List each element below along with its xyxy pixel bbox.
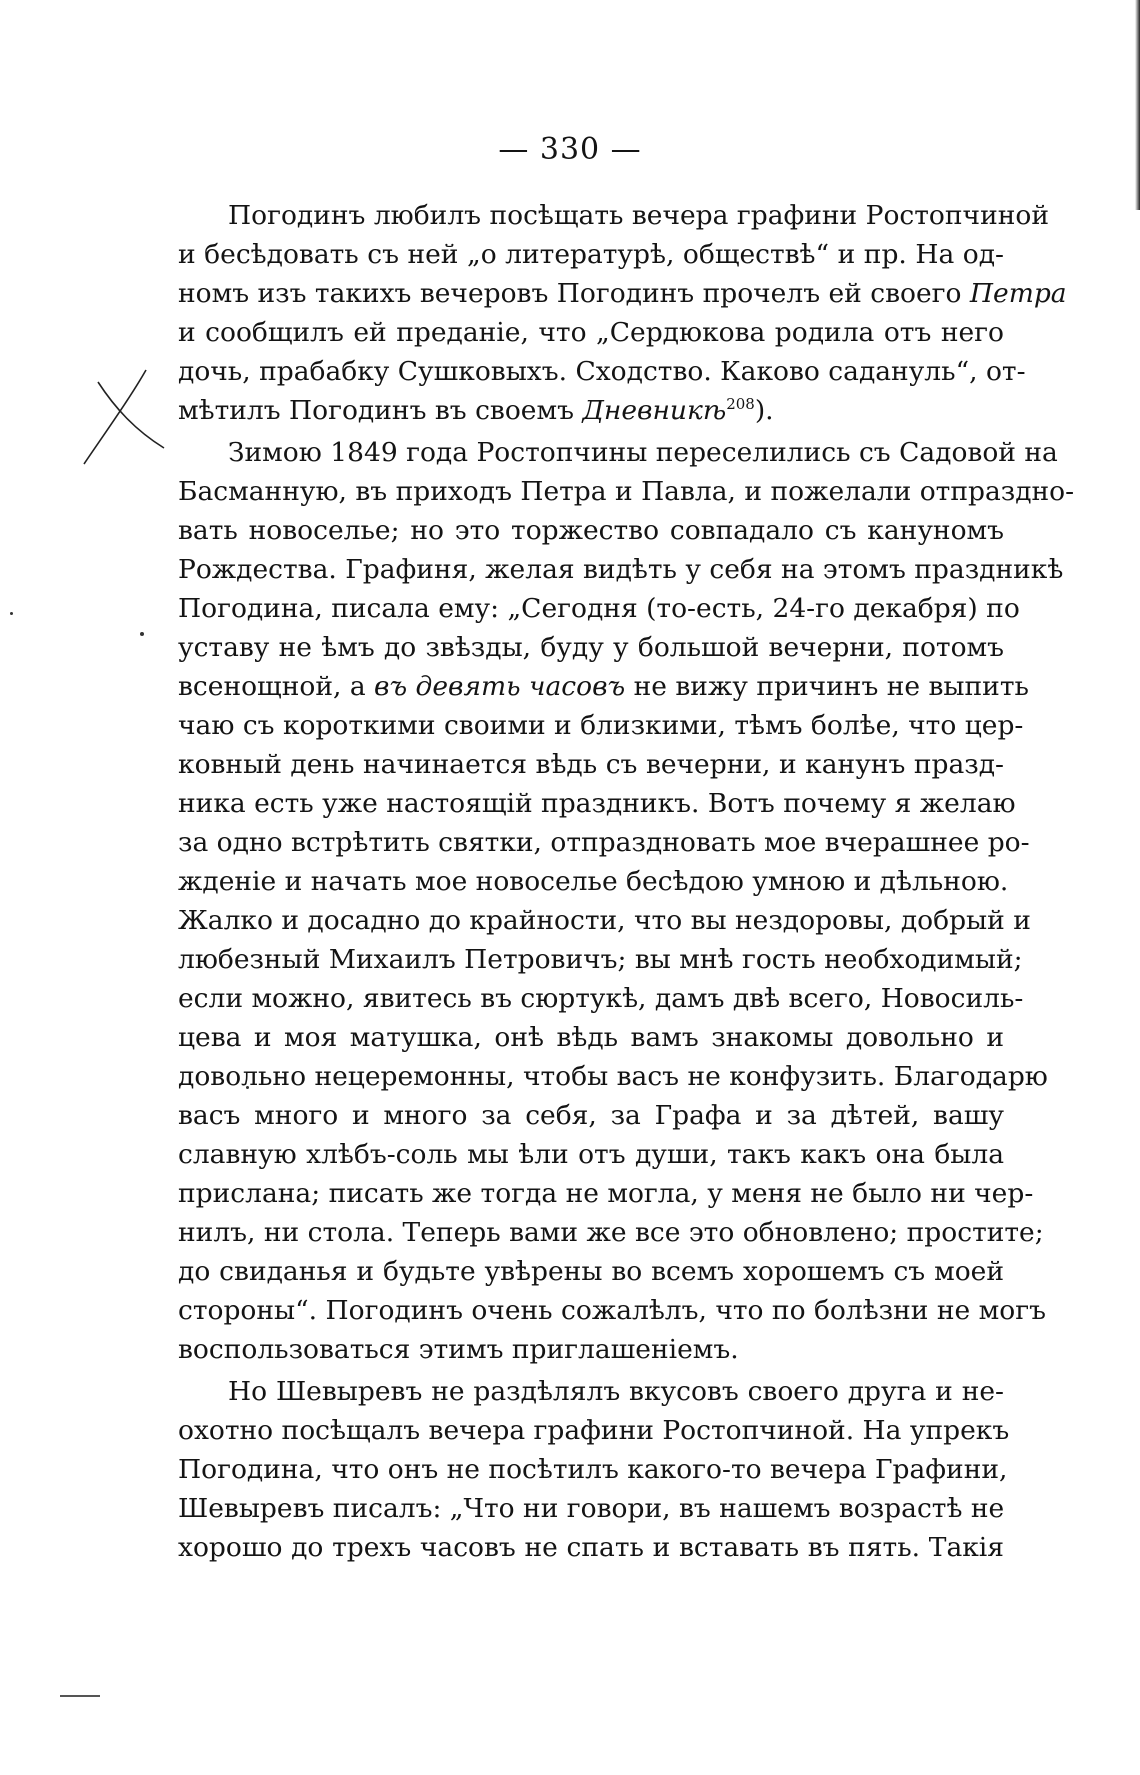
text-run: Погодина, писала ему: „Сегодня (то-есть, 24-го декабря) по bbox=[178, 593, 1020, 624]
text-line bbox=[178, 940, 1023, 979]
text-line bbox=[178, 706, 1024, 745]
text-line bbox=[178, 745, 1004, 784]
text-run: до свиданья и будьте увѣрены во всемъ хорошемъ съ моей bbox=[178, 1256, 1004, 1287]
text-line bbox=[178, 472, 1075, 511]
text-line bbox=[178, 1096, 1004, 1135]
text-run: мѣтилъ Погодинъ въ своемъ bbox=[178, 395, 583, 426]
text-line bbox=[178, 1135, 1004, 1174]
text-run: чаю съ короткими своими и близкими, тѣмъ болѣе, что цер- bbox=[178, 710, 1024, 741]
text-run: уставу не ѣмъ до звѣзды, буду у большой вечерни, потомъ bbox=[178, 632, 1004, 663]
text-line bbox=[178, 1018, 1004, 1057]
text-run: цева и моя матушка, онѣ вѣдь вамъ знакомы довольно и bbox=[178, 1022, 1004, 1053]
text-line bbox=[178, 1057, 1048, 1096]
text-run: номъ изъ такихъ вечеровъ Погодинъ прочелъ ей своего bbox=[178, 278, 970, 309]
text-run: прислана; писать же тогда не могла, у меня не было ни чер- bbox=[178, 1178, 1034, 1209]
text-line bbox=[178, 1450, 1008, 1489]
text-run: Рождества. Графиня, желая видѣть у себя на этомъ праздникѣ bbox=[178, 554, 1064, 585]
page-edge-shadow bbox=[1135, 0, 1140, 210]
text-run: Жалко и досадно до крайности, что вы нездоровы, добрый и bbox=[178, 905, 1031, 936]
text-line bbox=[178, 862, 1009, 901]
text-run: не вижу причинъ не выпить bbox=[625, 671, 1029, 702]
text-run: и бесѣдовать съ ней „о литературѣ, обществѣ“ и пр. На од- bbox=[178, 239, 1004, 270]
text-run: ). bbox=[754, 395, 774, 426]
text-line bbox=[178, 901, 1031, 940]
text-run: васъ много и много за себя, за Графа и за дѣтей, вашу bbox=[178, 1100, 1004, 1131]
text-run: Зимою 1849 года Ростопчины переселились съ Садовой на bbox=[228, 437, 1058, 468]
italic-text: въ девять часовъ bbox=[374, 671, 626, 702]
stray-dot bbox=[140, 632, 144, 636]
footnote-ref: 208 bbox=[726, 395, 755, 413]
page-number: — 330 — bbox=[498, 132, 642, 167]
text-line bbox=[178, 511, 1004, 550]
text-line bbox=[178, 628, 1004, 667]
stray-dash bbox=[60, 1695, 100, 1697]
text-line bbox=[178, 823, 1030, 862]
text-line bbox=[178, 1411, 1010, 1450]
text-run: вать новоселье; но это торжество совпадало съ кануномъ bbox=[178, 515, 1004, 546]
margin-cross-mark bbox=[80, 368, 170, 468]
text-line bbox=[178, 1291, 1046, 1330]
italic-text: Дневникѣ bbox=[582, 395, 727, 426]
text-run: воспользоваться этимъ приглашеніемъ. bbox=[178, 1334, 739, 1365]
text-line bbox=[178, 235, 1004, 274]
text-line bbox=[178, 1252, 1004, 1291]
text-line bbox=[178, 1174, 1034, 1213]
text-run: за одно встрѣтить святки, отпраздновать мое вчерашнее ро- bbox=[178, 827, 1030, 858]
text-run: дочь, прабабку Сушковыхъ. Сходство. Каково садануль“, от- bbox=[178, 356, 1026, 387]
text-run: и сообщилъ ей преданіе, что „Сердюкова родила отъ него bbox=[178, 317, 1004, 348]
text-line bbox=[178, 589, 1020, 628]
text-run: довольно нецеремонны, чтобы васъ не конфузить. Благодарю bbox=[178, 1061, 1048, 1092]
text-run: Шевыревъ писалъ: „Что ни говори, въ нашемъ возрастѣ не bbox=[178, 1493, 1005, 1524]
text-line bbox=[178, 550, 1064, 589]
text-run: жденіе и начать мое новоселье бесѣдою умною и дѣльною. bbox=[178, 866, 1009, 897]
text-line bbox=[178, 1330, 1004, 1369]
text-run: стороны“. Погодинъ очень сожалѣлъ, что по болѣзни не могъ bbox=[178, 1295, 1046, 1326]
text-line bbox=[178, 1528, 1004, 1567]
text-line bbox=[178, 433, 1058, 472]
text-run: Погодина, что онъ не посѣтилъ какого-то вечера Графини, bbox=[178, 1454, 1008, 1485]
text-run: ника есть уже настоящій праздникъ. Вотъ почему я желаю bbox=[178, 788, 1016, 819]
text-run: всенощной, а bbox=[178, 671, 375, 702]
text-run: Но Шевыревъ не раздѣлялъ вкусовъ своего друга и не- bbox=[228, 1376, 1004, 1407]
text-line bbox=[178, 313, 1004, 352]
text-line bbox=[178, 391, 1004, 430]
text-run: Басманную, въ приходъ Петра и Павла, и пожелали отпраздно- bbox=[178, 476, 1075, 507]
text-run: если можно, явитесь въ сюртукѣ, дамъ двѣ всего, Новосиль- bbox=[178, 983, 1024, 1014]
text-run: славную хлѣбъ-соль мы ѣли отъ души, такъ какъ она была bbox=[178, 1139, 1004, 1170]
text-line bbox=[178, 274, 1067, 313]
text-line bbox=[178, 352, 1026, 391]
text-run: ковный день начинается вѣдь съ вечерни, и канунъ празд- bbox=[178, 749, 1004, 780]
text-line bbox=[178, 1213, 1044, 1252]
text-line bbox=[178, 1372, 1004, 1411]
text-line bbox=[178, 1489, 1004, 1528]
text-run: хорошо до трехъ часовъ не спать и вставать въ пять. Такія bbox=[178, 1532, 1004, 1563]
text-line bbox=[178, 979, 1024, 1018]
text-line bbox=[178, 196, 1050, 235]
body-text bbox=[178, 196, 1075, 1567]
italic-text: Петра bbox=[969, 278, 1067, 309]
text-line bbox=[178, 784, 1016, 823]
stray-dot bbox=[10, 612, 13, 615]
text-run: охотно посѣщалъ вечера графини Ростопчиной. На упрекъ bbox=[178, 1415, 1010, 1446]
text-run: Погодинъ любилъ посѣщать вечера графини Ростопчиной bbox=[228, 200, 1050, 231]
text-line bbox=[178, 667, 1029, 706]
text-run: любезный Михаилъ Петровичъ; вы мнѣ гость необходимый; bbox=[178, 944, 1023, 975]
text-run: нилъ, ни стола. Теперь вами же все это обновлено; простите; bbox=[178, 1217, 1044, 1248]
